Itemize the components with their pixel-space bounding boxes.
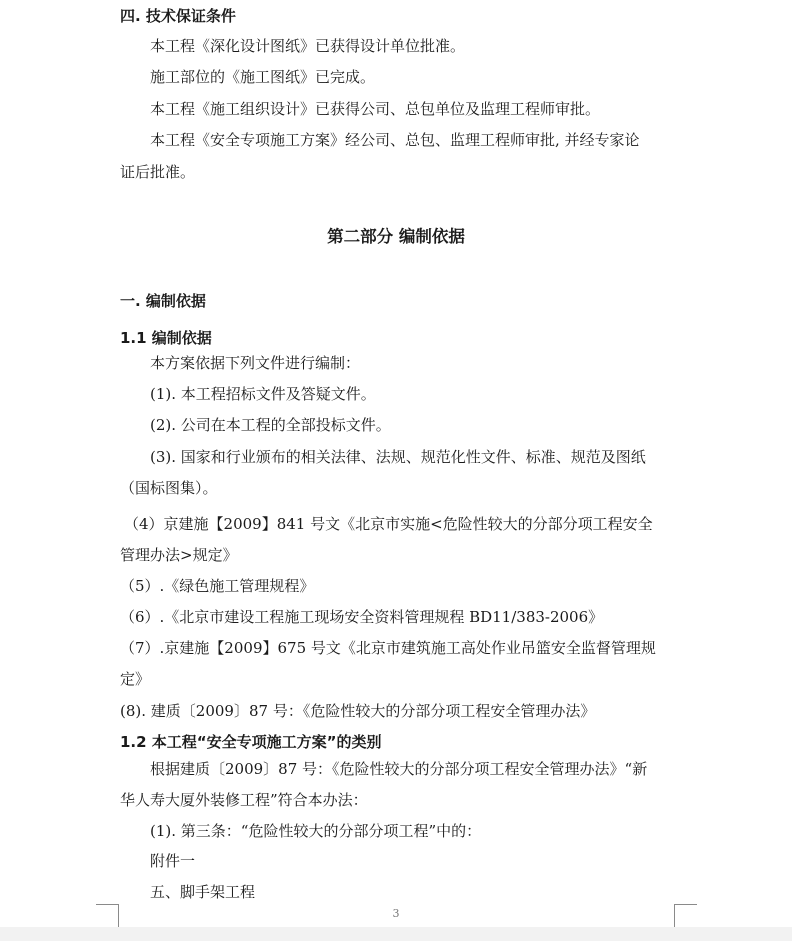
list-item: （6）.《北京市建设工程施工现场安全资料管理规程 BD11/383-2006》 (120, 608, 604, 626)
paragraph-line: 本工程《施工组织设计》已获得公司、总包单位及监理工程师审批。 (150, 100, 601, 118)
subsection-heading-1-1: 1.1 编制依据 (120, 329, 212, 347)
section-heading-basis: 一. 编制依据 (120, 292, 206, 310)
subsection-heading-1-2: 1.2 本工程“安全专项施工方案”的类别 (120, 733, 382, 751)
part-title: 第二部分 编制依据 (327, 227, 465, 246)
page-gap (0, 927, 792, 941)
section-heading-technical-guarantee: 四. 技术保证条件 (120, 7, 236, 25)
paragraph-line: 本方案依据下列文件进行编制： (150, 354, 361, 372)
paragraph-line: 五、脚手架工程 (150, 883, 256, 901)
paragraph-line: 本工程《安全专项施工方案》经公司、总包、监理工程师审批, 并经专家论 (150, 131, 640, 149)
list-item: 定》 (120, 670, 151, 688)
list-item: （4）京建施【2009】841 号文《北京市实施<危险性较大的分部分项工程安全 (124, 515, 653, 533)
paragraph-line: 华人寿大厦外装修工程”符合本办法： (120, 791, 368, 809)
list-item: (1). 第三条：“危险性较大的分部分项工程”中的： (150, 822, 482, 840)
paragraph-line: 本工程《深化设计图纸》已获得设计单位批准。 (150, 37, 466, 55)
list-item: (3). 国家和行业颁布的相关法律、法规、规范化性文件、标准、规范及图纸 (150, 448, 646, 466)
list-item: (1). 本工程招标文件及答疑文件。 (150, 385, 376, 403)
list-item: （5）.《绿色施工管理规程》 (120, 577, 315, 595)
page-number: 3 (392, 907, 400, 920)
list-item: (8). 建质〔2009〕87 号：《危险性较大的分部分项工程安全管理办法》 (120, 702, 596, 720)
paragraph-line: 施工部位的《施工图纸》已完成。 (150, 68, 376, 86)
list-item: （7）.京建施【2009】675 号文《北京市建筑施工高处作业吊篮安全监督管理规 (120, 639, 656, 657)
paragraph-line: 根据建质〔2009〕87 号：《危险性较大的分部分项工程安全管理办法》“新 (150, 760, 648, 778)
list-item: (2). 公司在本工程的全部投标文件。 (150, 416, 391, 434)
paragraph-line: 证后批准。 (120, 163, 196, 181)
list-item: 管理办法>规定》 (120, 546, 238, 564)
paragraph-line: 附件一 (150, 852, 196, 870)
list-item: （国标图集）。 (120, 479, 218, 497)
